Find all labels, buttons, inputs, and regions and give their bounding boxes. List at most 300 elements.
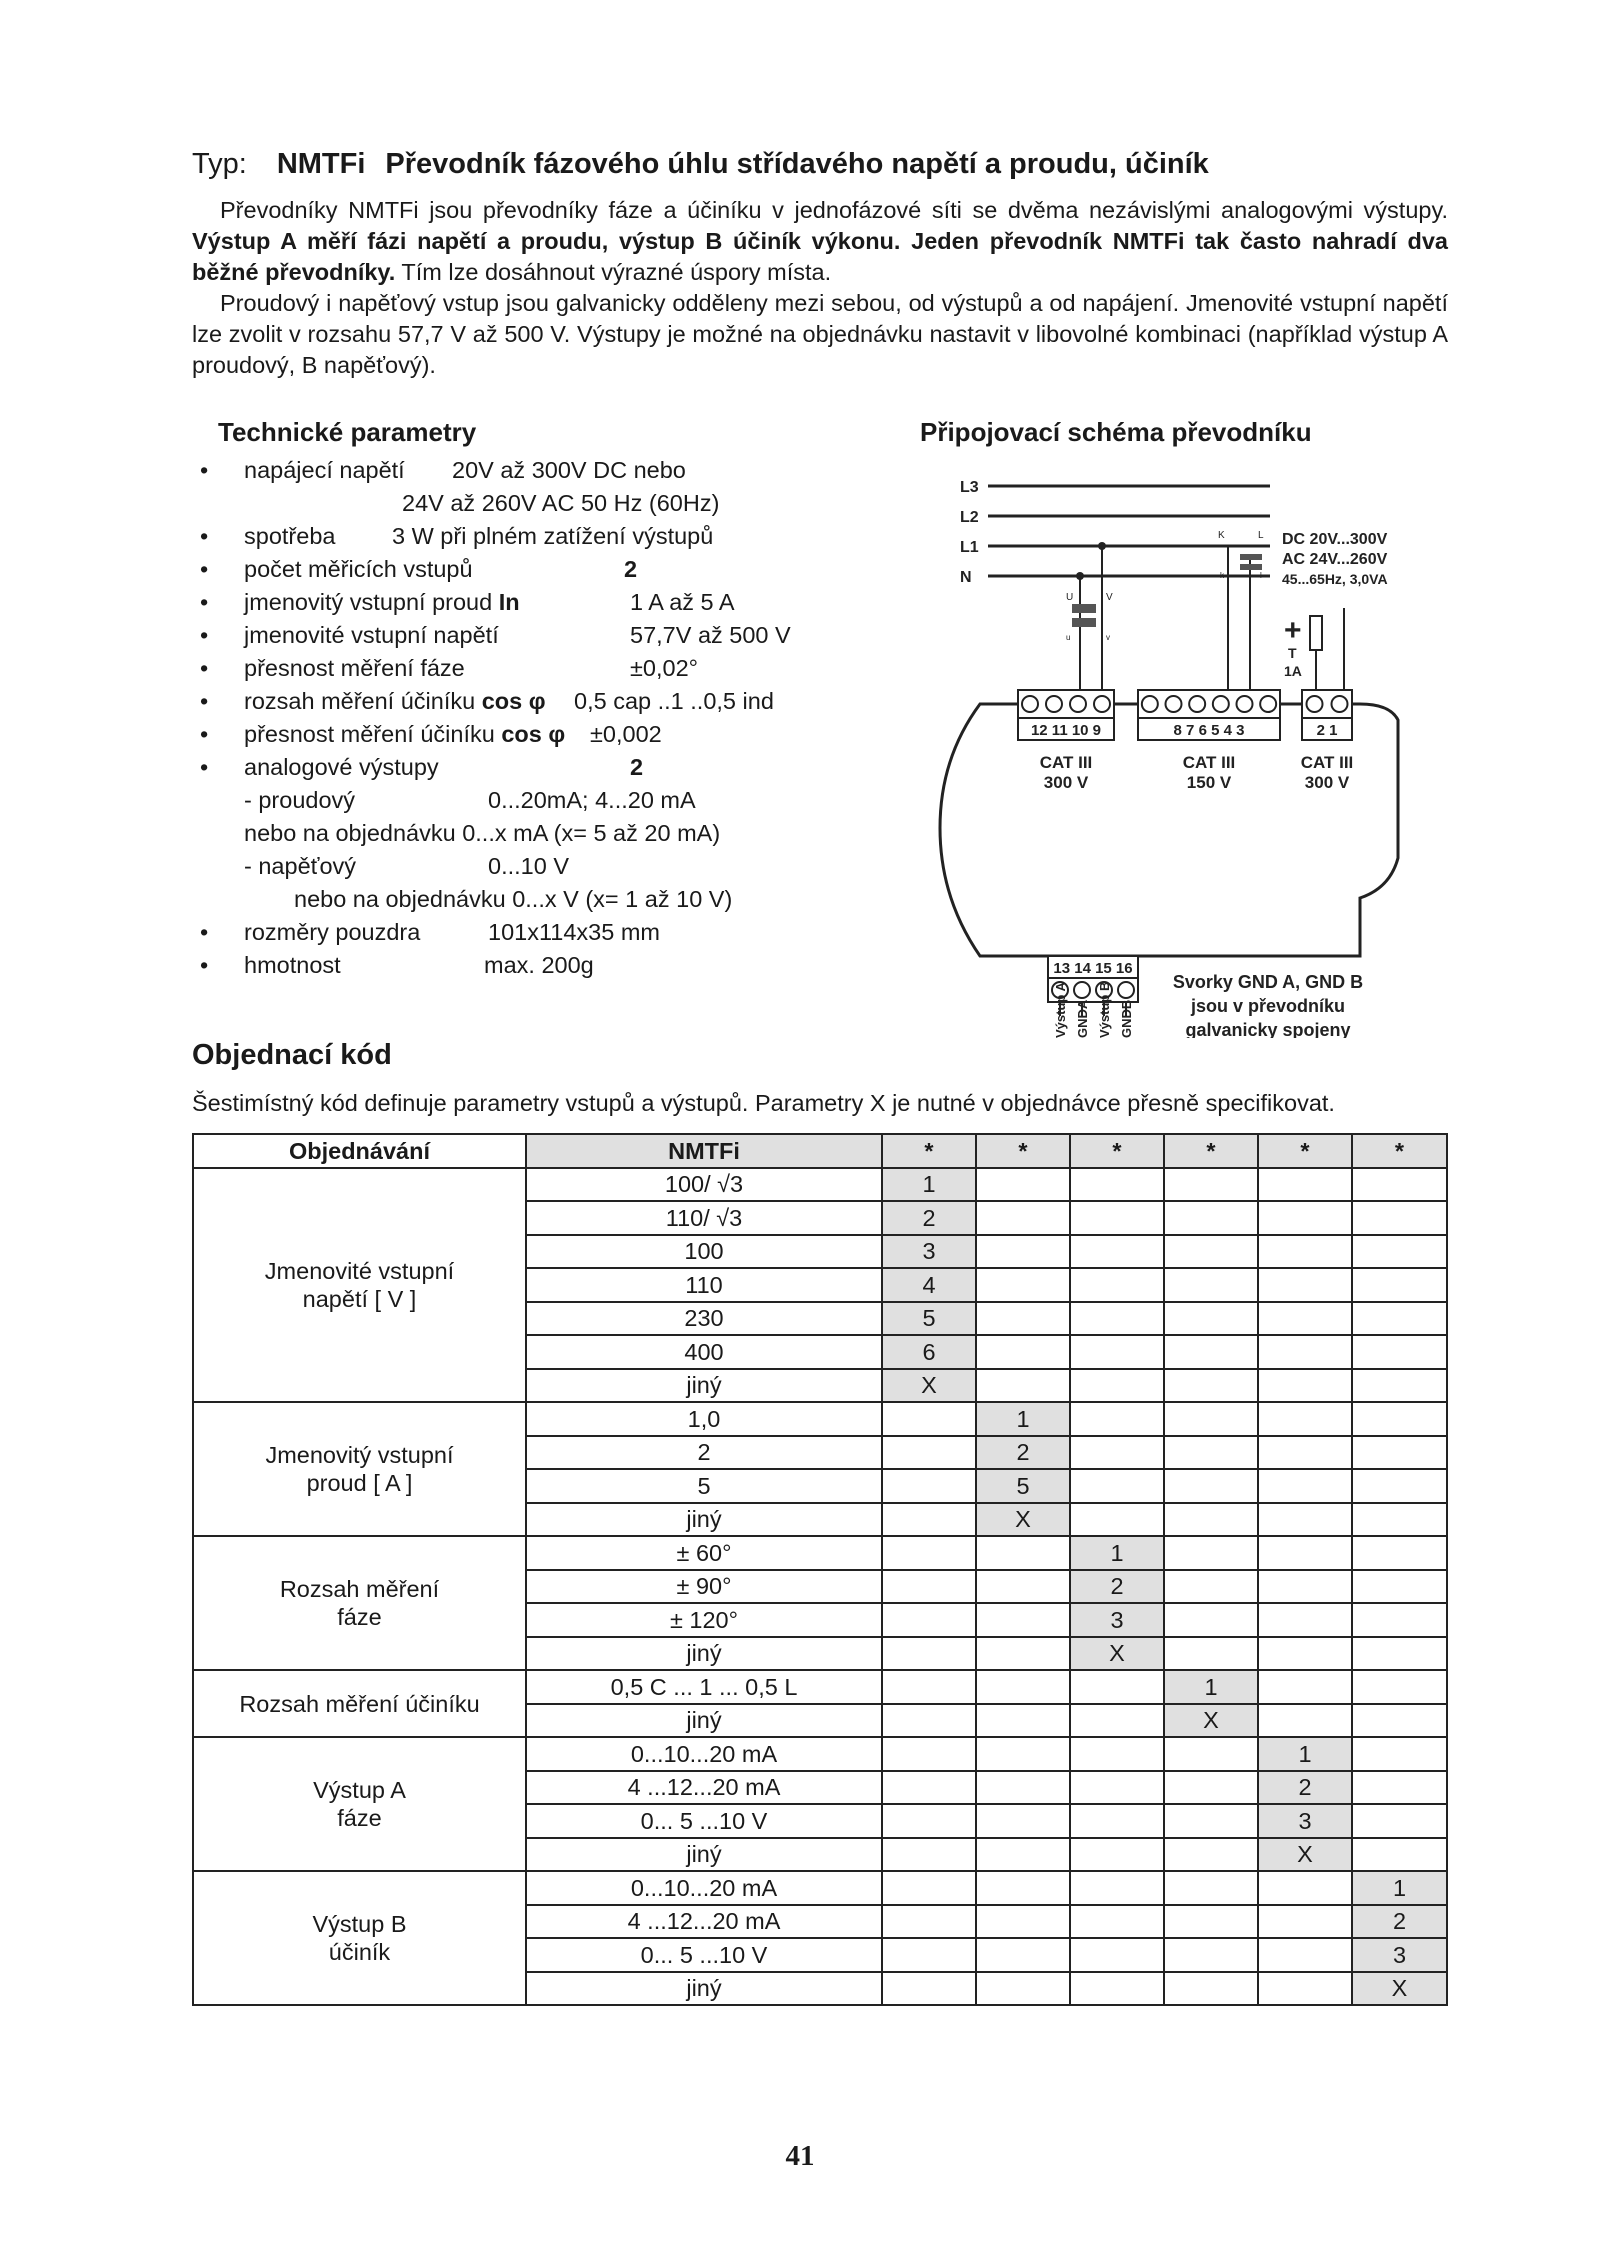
ct-letter: L: [1258, 530, 1264, 541]
empty-cell: [1070, 1670, 1164, 1704]
empty-cell: [882, 1436, 976, 1470]
empty-cell: [1258, 1469, 1352, 1503]
empty-cell: [1070, 1503, 1164, 1537]
empty-cell: [1258, 1402, 1352, 1436]
document-page: [192, 148, 1448, 2006]
empty-cell: [1070, 1469, 1164, 1503]
empty-cell: [882, 1536, 976, 1570]
empty-cell: [1352, 1302, 1447, 1336]
empty-cell: [976, 1905, 1070, 1939]
connection-scheme: [920, 417, 1448, 1043]
tech-item-value: 20V až 300V DC nebo: [452, 457, 686, 483]
empty-cell: [1352, 1838, 1447, 1872]
empty-cell: [976, 1737, 1070, 1771]
option-label: ± 120°: [526, 1603, 882, 1637]
order-description: Šestimístný kód definuje parametry vstupů a výstupů. Parametry X je nutné v objednávce přesně specifikovat.: [192, 1090, 1335, 1116]
gnd-note: jsou v převodníku: [1190, 996, 1346, 1016]
terminal-numbers-text: 8 7 6 5 4 3: [1173, 722, 1245, 739]
option-label: 0...10...20 mA: [526, 1871, 882, 1905]
empty-cell: [882, 1838, 976, 1872]
tech-item-value: 101x114x35 mm: [488, 919, 660, 945]
wiring-diagram: [920, 458, 1448, 1038]
empty-cell: [1352, 1335, 1447, 1369]
option-label: 0,5 C ... 1 ... 0,5 L: [526, 1670, 882, 1704]
empty-cell: [1352, 1603, 1447, 1637]
empty-cell: [1164, 1536, 1258, 1570]
page-title: [192, 148, 1448, 181]
table-row: [193, 1402, 1447, 1436]
tech-item-label: přesnost měření fáze: [244, 655, 465, 681]
empty-cell: [1258, 1201, 1352, 1235]
empty-cell: [1070, 1268, 1164, 1302]
screw-terminal-icon: [1094, 696, 1110, 712]
empty-cell: [1352, 1235, 1447, 1269]
empty-cell: [1352, 1737, 1447, 1771]
header-model: NMTFi: [526, 1134, 882, 1168]
tech-item-value: 0,5 cap ..1 ..0,5 ind: [574, 688, 774, 714]
tech-item: [192, 652, 892, 685]
voltage-label: 300 V: [1043, 773, 1089, 792]
group-name: Jmenovitý vstupní proud [ A ]: [193, 1402, 526, 1536]
category-label: CAT III: [1300, 753, 1354, 772]
screw-terminal-icon: [1237, 696, 1253, 712]
option-code: 2: [1258, 1771, 1352, 1805]
title-heading: Převodník fázového úhlu střídavého napětí a proudu, účiník: [385, 148, 1209, 180]
tech-item-label: spotřeba: [244, 523, 336, 549]
header-position: *: [1070, 1134, 1164, 1168]
empty-cell: [976, 1603, 1070, 1637]
empty-cell: [1352, 1369, 1447, 1403]
empty-cell: [1164, 1771, 1258, 1805]
empty-cell: [882, 1771, 976, 1805]
empty-cell: [1070, 1201, 1164, 1235]
empty-cell: [976, 1838, 1070, 1872]
empty-cell: [882, 1871, 976, 1905]
empty-cell: [882, 1603, 976, 1637]
empty-cell: [976, 1938, 1070, 1972]
empty-cell: [1164, 1938, 1258, 1972]
ct-letter: l: [1260, 571, 1262, 580]
empty-cell: [1352, 1771, 1447, 1805]
screw-terminal-icon: [1142, 696, 1158, 712]
tech-title: Technické parametry: [218, 417, 477, 447]
tech-item-value: 1 A až 5 A: [630, 589, 735, 615]
empty-cell: [1258, 1637, 1352, 1671]
empty-cell: [1258, 1603, 1352, 1637]
empty-cell: [1070, 1235, 1164, 1269]
empty-cell: [1164, 1905, 1258, 1939]
ct-core: [1240, 564, 1262, 570]
empty-cell: [1164, 1503, 1258, 1537]
fuse-label: T: [1288, 645, 1297, 661]
option-code: 1: [882, 1168, 976, 1202]
group-name: Rozsah měření fáze: [193, 1536, 526, 1670]
gnd-note: Svorky GND A, GND B: [1172, 972, 1364, 992]
option-label: 2: [526, 1436, 882, 1470]
empty-cell: [976, 1335, 1070, 1369]
empty-cell: [976, 1302, 1070, 1336]
option-code: X: [976, 1503, 1070, 1537]
option-code: 6: [882, 1335, 976, 1369]
empty-cell: [976, 1804, 1070, 1838]
empty-cell: [1070, 1838, 1164, 1872]
tech-item: [192, 619, 892, 652]
tech-item-value: 0...10 V: [488, 853, 569, 879]
transformer-core: [1072, 604, 1096, 613]
empty-cell: [1164, 1804, 1258, 1838]
supply-label: AC 24V...260V: [1282, 551, 1388, 568]
tech-item-label: - proudový: [244, 787, 356, 813]
empty-cell: [1070, 1704, 1164, 1738]
header-position: *: [1352, 1134, 1447, 1168]
empty-cell: [976, 1268, 1070, 1302]
option-code: 1: [1258, 1737, 1352, 1771]
tech-item-label: nebo na objednávku 0...x V (x= 1 až 10 V): [294, 886, 733, 912]
empty-cell: [1070, 1335, 1164, 1369]
group-name: Výstup B účiník: [193, 1871, 526, 2005]
empty-cell: [1070, 1402, 1164, 1436]
empty-cell: [1070, 1804, 1164, 1838]
empty-cell: [1258, 1235, 1352, 1269]
tech-item-symbol: cos φ: [475, 688, 546, 714]
intro-p1-end: Tím lze dosáhnout výrazné úspory místa.: [395, 259, 832, 285]
order-title: Objednací kód: [192, 1039, 392, 1071]
empty-cell: [1070, 1737, 1164, 1771]
empty-cell: [1070, 1871, 1164, 1905]
empty-cell: [1070, 1302, 1164, 1336]
empty-cell: [1352, 1637, 1447, 1671]
tech-item: [192, 520, 892, 553]
tech-item-continuation: [192, 487, 892, 520]
tech-item-value: ±0,002: [590, 721, 662, 747]
tech-item: [192, 916, 892, 949]
tech-item-value: ±0,02°: [630, 655, 699, 681]
screw-terminal-icon: [1074, 982, 1090, 998]
empty-cell: [1164, 1603, 1258, 1637]
junction-dot: [1098, 542, 1106, 550]
table-row: [193, 1670, 1447, 1704]
empty-cell: [882, 1670, 976, 1704]
tech-item: [192, 784, 892, 817]
header-position: *: [882, 1134, 976, 1168]
title-typ: Typ:: [192, 148, 247, 180]
tech-item: [192, 751, 892, 784]
option-code: 3: [1258, 1804, 1352, 1838]
table-row: [193, 1536, 1447, 1570]
empty-cell: [1258, 1436, 1352, 1470]
empty-cell: [1164, 1737, 1258, 1771]
device-housing: [940, 704, 1398, 956]
option-label: 110: [526, 1268, 882, 1302]
empty-cell: [882, 1402, 976, 1436]
screw-terminal-icon: [1260, 696, 1276, 712]
option-label: jiný: [526, 1704, 882, 1738]
tech-item-label: rozměry pouzdra: [244, 919, 421, 945]
screw-terminal-icon: [1213, 696, 1229, 712]
option-code: 3: [882, 1235, 976, 1269]
header-position: *: [976, 1134, 1070, 1168]
output-label: Výstup B: [1097, 981, 1112, 1038]
supply-label: 45...65Hz, 3,0VA: [1282, 571, 1388, 587]
fuse-icon: [1310, 616, 1322, 650]
empty-cell: [1164, 1637, 1258, 1671]
tech-item-label: analogové výstupy: [244, 754, 439, 780]
header-position: *: [1164, 1134, 1258, 1168]
option-label: jiný: [526, 1503, 882, 1537]
empty-cell: [976, 1670, 1070, 1704]
empty-cell: [976, 1771, 1070, 1805]
tech-item: [192, 817, 892, 850]
empty-cell: [1164, 1871, 1258, 1905]
option-code: 5: [976, 1469, 1070, 1503]
category-label: CAT III: [1182, 753, 1236, 772]
option-label: jiný: [526, 1369, 882, 1403]
empty-cell: [882, 1938, 976, 1972]
empty-cell: [976, 1704, 1070, 1738]
tech-item-value: 57,7V až 500 V: [630, 622, 791, 648]
option-label: 0... 5 ...10 V: [526, 1938, 882, 1972]
order-code-table: [192, 1133, 1448, 2006]
tech-item: [192, 850, 892, 883]
intro-paragraph-2: Proudový i napěťový vstup jsou galvanicky odděleny mezi sebou, od výstupů a od napájení. Jmenovité vstupní napětí lze zvolit v rozsahu 57,7 V až 500 V. Výstupy je možné na objednávku nastavit v libovolné kombinaci (například výstup A proudový, B napěťový).: [192, 290, 1448, 378]
header-ordering: Objednávání: [193, 1134, 526, 1168]
line-label: L3: [960, 479, 979, 496]
line-label: N: [960, 569, 972, 586]
option-code: 1: [1164, 1670, 1258, 1704]
empty-cell: [1258, 1570, 1352, 1604]
empty-cell: [1352, 1268, 1447, 1302]
empty-cell: [1070, 1436, 1164, 1470]
empty-cell: [976, 1536, 1070, 1570]
table-header-row: [193, 1134, 1447, 1168]
tech-item: [192, 949, 892, 982]
empty-cell: [1164, 1369, 1258, 1403]
empty-cell: [882, 1972, 976, 2006]
empty-cell: [976, 1201, 1070, 1235]
empty-cell: [1258, 1972, 1352, 2006]
option-label: ± 60°: [526, 1536, 882, 1570]
option-label: 1,0: [526, 1402, 882, 1436]
tech-item: [192, 718, 892, 751]
empty-cell: [1258, 1503, 1352, 1537]
ct-letter: K: [1218, 530, 1225, 541]
option-label: 100: [526, 1235, 882, 1269]
option-code: X: [1164, 1704, 1258, 1738]
tech-item-label: hmotnost: [244, 952, 341, 978]
group-name: Rozsah měření účiníku: [193, 1670, 526, 1737]
group-name: Jmenovité vstupní napětí [ V ]: [193, 1168, 526, 1403]
option-code: 2: [1352, 1905, 1447, 1939]
tech-item-value: max. 200g: [484, 952, 594, 978]
screw-terminal-icon: [1166, 696, 1182, 712]
empty-cell: [1352, 1201, 1447, 1235]
empty-cell: [1164, 1570, 1258, 1604]
option-code: X: [1070, 1637, 1164, 1671]
tech-item-symbol: cos φ: [494, 721, 566, 747]
empty-cell: [1258, 1871, 1352, 1905]
empty-cell: [1258, 1704, 1352, 1738]
empty-cell: [976, 1972, 1070, 2006]
option-code: 1: [976, 1402, 1070, 1436]
line-label: L2: [960, 509, 979, 526]
tech-item: [192, 883, 892, 916]
intro-paragraph-1: [192, 195, 1448, 288]
vt-letter: U: [1066, 592, 1074, 603]
empty-cell: [1352, 1536, 1447, 1570]
option-label: jiný: [526, 1637, 882, 1671]
fuse-label: 1A: [1284, 663, 1302, 679]
supply-label: DC 20V...300V: [1282, 531, 1388, 548]
tech-item-value: 24V až 260V AC 50 Hz (60Hz): [402, 490, 720, 516]
empty-cell: [1164, 1302, 1258, 1336]
tech-item: [192, 454, 892, 487]
empty-cell: [1258, 1335, 1352, 1369]
vt-letter: v: [1106, 633, 1110, 642]
empty-cell: [1258, 1905, 1352, 1939]
tech-item: [192, 685, 892, 718]
empty-cell: [882, 1469, 976, 1503]
empty-cell: [1258, 1670, 1352, 1704]
tech-item-value: 0...20mA; 4...20 mA: [488, 787, 696, 813]
tech-item-symbol: In: [492, 589, 520, 615]
option-label: jiný: [526, 1838, 882, 1872]
option-code: 2: [976, 1436, 1070, 1470]
screw-terminal-icon: [1046, 696, 1062, 712]
option-code: X: [882, 1369, 976, 1403]
vt-letter: V: [1106, 592, 1113, 603]
empty-cell: [976, 1168, 1070, 1202]
option-label: 4 ...12...20 mA: [526, 1905, 882, 1939]
tech-item-label: jmenovitý vstupní proud: [244, 589, 493, 615]
tech-list: [192, 454, 892, 982]
option-label: 5: [526, 1469, 882, 1503]
option-code: 1: [1352, 1871, 1447, 1905]
empty-cell: [1258, 1268, 1352, 1302]
output-terminal-text: 13 14 15 16: [1053, 960, 1133, 977]
empty-cell: [1352, 1570, 1447, 1604]
empty-cell: [1258, 1938, 1352, 1972]
empty-cell: [976, 1369, 1070, 1403]
empty-cell: [1164, 1268, 1258, 1302]
line-label: L1: [960, 539, 979, 556]
tech-item-label: napájecí napětí: [244, 457, 405, 483]
empty-cell: [1070, 1369, 1164, 1403]
voltage-label: 300 V: [1304, 773, 1350, 792]
output-label: Výstup A: [1053, 982, 1068, 1038]
ct-core: [1240, 554, 1262, 560]
parameters-section: [192, 417, 1448, 1039]
empty-cell: [1164, 1972, 1258, 2006]
ct-letter: k: [1220, 571, 1224, 580]
empty-cell: [1352, 1436, 1447, 1470]
tech-item-label: počet měřicích vstupů: [244, 556, 473, 582]
empty-cell: [1164, 1235, 1258, 1269]
empty-cell: [1352, 1704, 1447, 1738]
option-code: 3: [1070, 1603, 1164, 1637]
empty-cell: [882, 1704, 976, 1738]
empty-cell: [1258, 1168, 1352, 1202]
empty-cell: [976, 1570, 1070, 1604]
empty-cell: [1164, 1335, 1258, 1369]
voltage-label: 150 V: [1186, 773, 1232, 792]
option-code: 1: [1070, 1536, 1164, 1570]
table-row: [193, 1737, 1447, 1771]
output-label: GNDA: [1075, 999, 1090, 1038]
tech-item-label: - napěťový: [244, 853, 357, 879]
gnd-note: galvanicky spojeny: [1185, 1020, 1351, 1038]
empty-cell: [1352, 1804, 1447, 1838]
intro-p1-bold: Výstup A měří fázi napětí a proudu, výstup B účiník výkonu. Jeden převodník NMTFi tak často nahradí dva běžné převodníky.: [192, 228, 1448, 285]
plus-sign: +: [1284, 614, 1302, 647]
option-code: X: [1352, 1972, 1447, 2006]
tech-item-label: nebo na objednávku 0...x mA (x= 5 až 20 mA): [244, 820, 721, 846]
terminal-block: [1138, 690, 1280, 718]
tech-item-value: 2: [624, 556, 638, 582]
empty-cell: [1070, 1771, 1164, 1805]
empty-cell: [1352, 1670, 1447, 1704]
empty-cell: [1258, 1302, 1352, 1336]
empty-cell: [882, 1570, 976, 1604]
tech-item: [192, 553, 892, 586]
empty-cell: [1070, 1168, 1164, 1202]
tech-item: [192, 586, 892, 619]
option-code: 5: [882, 1302, 976, 1336]
empty-cell: [1352, 1168, 1447, 1202]
tech-item-label: rozsah měření účiníku: [244, 688, 476, 714]
tech-item-label: jmenovité vstupní napětí: [244, 622, 499, 648]
empty-cell: [1070, 1905, 1164, 1939]
tech-item-value: 3 W při plném zatížení výstupů: [392, 523, 714, 549]
empty-cell: [1164, 1168, 1258, 1202]
empty-cell: [1164, 1838, 1258, 1872]
empty-cell: [882, 1905, 976, 1939]
empty-cell: [1070, 1938, 1164, 1972]
option-label: 100/ √3: [526, 1168, 882, 1202]
empty-cell: [1352, 1402, 1447, 1436]
terminal-numbers-text: 2 1: [1316, 722, 1338, 739]
option-label: 4 ...12...20 mA: [526, 1771, 882, 1805]
empty-cell: [1352, 1503, 1447, 1537]
screw-terminal-icon: [1022, 696, 1038, 712]
screw-terminal-icon: [1189, 696, 1205, 712]
option-code: 4: [882, 1268, 976, 1302]
option-label: 0...10...20 mA: [526, 1737, 882, 1771]
empty-cell: [1164, 1402, 1258, 1436]
option-label: 400: [526, 1335, 882, 1369]
title-model: NMTFi: [276, 148, 366, 180]
intro-p1-text: Převodníky NMTFi jsou převodníky fáze a účiníku v jednofázové síti se dvěma nezávislými analogovými výstupy.: [220, 197, 1448, 223]
empty-cell: [1258, 1536, 1352, 1570]
table-row: [193, 1168, 1447, 1202]
empty-cell: [882, 1737, 976, 1771]
header-position: *: [1258, 1134, 1352, 1168]
empty-cell: [1164, 1469, 1258, 1503]
output-label: GNDB: [1119, 999, 1134, 1038]
group-name: Výstup A fáze: [193, 1737, 526, 1871]
tech-item-label: přesnost měření účiníku: [244, 721, 495, 747]
empty-cell: [882, 1804, 976, 1838]
empty-cell: [1258, 1369, 1352, 1403]
option-label: jiný: [526, 1972, 882, 2006]
vt-letter: u: [1066, 633, 1071, 642]
option-code: 2: [882, 1201, 976, 1235]
option-label: ± 90°: [526, 1570, 882, 1604]
screw-terminal-icon: [1307, 696, 1323, 712]
terminal-numbers-text: 12 11 10 9: [1030, 722, 1102, 739]
option-code: X: [1258, 1838, 1352, 1872]
screw-terminal-icon: [1070, 696, 1086, 712]
option-code: 3: [1352, 1938, 1447, 1972]
